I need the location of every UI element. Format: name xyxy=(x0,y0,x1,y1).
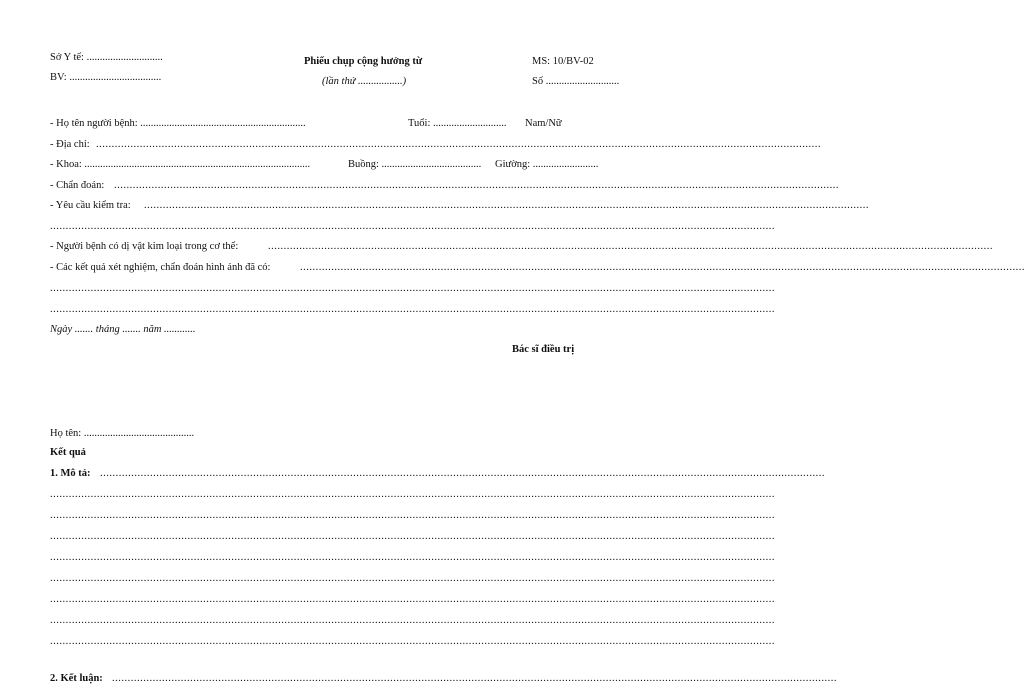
date-field: Ngày ....... tháng ....... năm ............ xyxy=(50,324,196,335)
age-field: Tuổi: ............................ xyxy=(408,118,507,129)
prior-results-label: - Các kết quả xét nghiệm, chẩn đoán hình ảnh đã có: xyxy=(50,262,271,273)
form-code: MS: 10/BV-02 xyxy=(532,56,594,67)
description-dots-line2: ........................................................................................................................................................................................................................................ xyxy=(50,489,775,500)
address-dots: ........................................................................................................................................................................................................................................ xyxy=(96,139,821,150)
address-label: - Địa chỉ: xyxy=(50,139,90,150)
result-heading: Kết quả xyxy=(50,447,86,458)
so-y-te-field: Sở Y tế: ............................. xyxy=(50,52,163,63)
description-dots-line7: ........................................................................................................................................................................................................................................ xyxy=(50,594,775,605)
bed-field: Giường: ......................... xyxy=(495,159,599,170)
conclusion-label: 2. Kết luận: xyxy=(50,673,103,684)
diagnosis-label: - Chẩn đoán: xyxy=(50,180,105,191)
description-dots-line5: ........................................................................................................................................................................................................................................ xyxy=(50,552,775,563)
description-dots-line4: ........................................................................................................................................................................................................................................ xyxy=(50,531,775,542)
conclusion-dots: ........................................................................................................................................................................................................................................ xyxy=(112,673,837,684)
result-name-field: Họ tên: .......................................... xyxy=(50,428,195,439)
prior-results-dots-line3: ........................................................................................................................................................................................................................................ xyxy=(50,304,775,315)
doctor-signature-label: Bác sĩ điều trị xyxy=(512,344,575,355)
bv-field: BV: ................................... xyxy=(50,72,162,83)
prior-results-dots: ........................................................................................................................................................................................................................................ xyxy=(300,262,1025,273)
request-dots-line2: ........................................................................................................................................................................................................................................ xyxy=(50,221,775,232)
department-field: - Khoa: ...................................................................................... xyxy=(50,159,311,170)
request-dots: ........................................................................................................................................................................................................................................ xyxy=(144,200,869,211)
request-label: - Yêu cầu kiểm tra: xyxy=(50,200,131,211)
so-field: Số ............................ xyxy=(532,76,620,87)
prior-results-dots-line2: ........................................................................................................................................................................................................................................ xyxy=(50,283,775,294)
description-dots-line8: ........................................................................................................................................................................................................................................ xyxy=(50,615,775,626)
patient-name-field: - Họ tên người bệnh: ............................................................... xyxy=(50,118,306,129)
description-dots: ........................................................................................................................................................................................................................................ xyxy=(100,468,825,479)
room-field: Buồng: ...................................... xyxy=(348,159,482,170)
metal-object-label: - Người bệnh có dị vật kim loại trong cơ thể: xyxy=(50,241,239,252)
gender-field: Nam/Nữ xyxy=(525,118,562,129)
metal-object-dots: ........................................................................................................................................................................................................................................ xyxy=(268,241,993,252)
description-label: 1. Mô tả: xyxy=(50,468,91,479)
form-title: Phiếu chụp cộng hưởng từ xyxy=(304,56,423,67)
description-dots-line9: ........................................................................................................................................................................................................................................ xyxy=(50,636,775,647)
description-dots-line6: ........................................................................................................................................................................................................................................ xyxy=(50,573,775,584)
description-dots-line3: ........................................................................................................................................................................................................................................ xyxy=(50,510,775,521)
diagnosis-dots: ........................................................................................................................................................................................................................................ xyxy=(114,180,839,191)
lan-thu-field: (lần thứ .................) xyxy=(322,76,407,87)
